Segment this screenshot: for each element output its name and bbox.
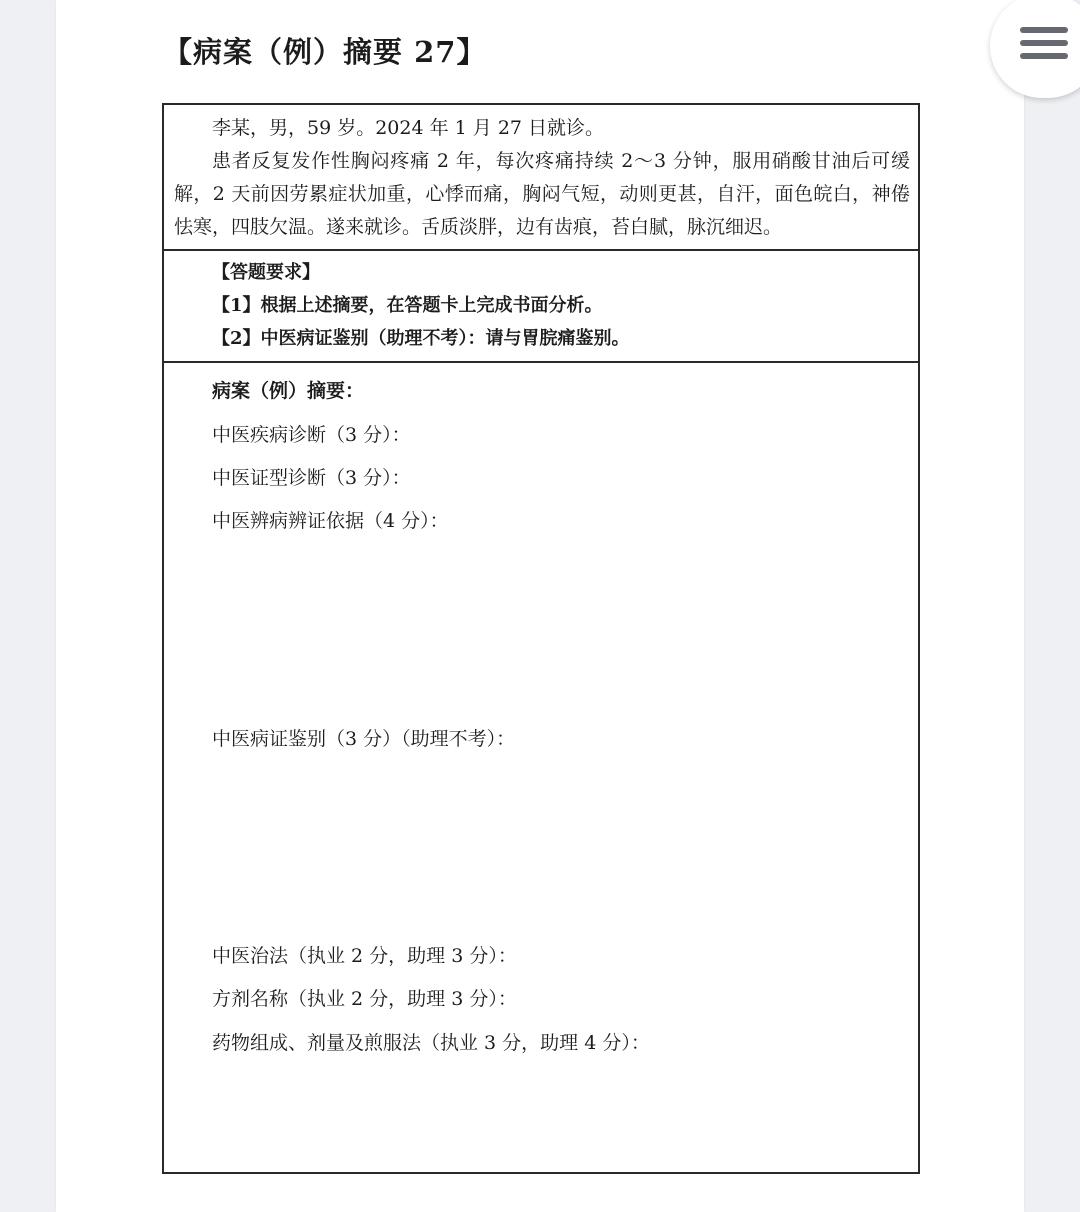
field-syndrome-diagnosis: 中医证型诊断（3 分）： [212,467,411,489]
field-differentiation: 中医病证鉴别（3 分）（助理不考）： [212,728,516,750]
answer-section [164,363,918,1172]
case-history-text: 患者反复发作性胸闷疼痛 2 年，每次疼痛持续 2～3 分钟，服用硝酸甘油后可缓解，2 天前因劳累症状加重，心悸而痛，胸闷气短，动则更甚，自汗，面色皖白，神倦怯寒，四肢欠温。遂来就诊。舌质淡胖，边有齿痕，苔白腻，脉沉细迟。 [174,150,910,238]
requirement-item-2: 【2】中医病证鉴别（助理不考）：请与胃脘痛鉴别。 [212,328,630,349]
field-disease-diagnosis: 中医疾病诊断（3 分）： [212,424,411,446]
page-title: 【病案（例）摘要 27】 [163,35,487,69]
requirement-item-1: 【1】根据上述摘要，在答题卡上完成书面分析。 [212,295,603,316]
field-diagnosis-basis: 中医辨病辨证依据（4 分）： [212,510,449,532]
field-prescription-name: 方剂名称（执业 2 分，助理 3 分）： [212,988,517,1010]
case-table [162,103,920,1174]
case-summary-section [164,105,918,251]
answer-heading: 病案（例）摘要： [212,380,365,402]
field-herb-composition: 药物组成、剂量及煎服法（执业 3 分，助理 4 分）： [212,1032,650,1054]
field-treatment-method: 中医治法（执业 2 分，助理 3 分）： [212,945,517,967]
requirements-section [164,251,918,363]
requirements-heading: 【答题要求】 [212,262,320,283]
hamburger-menu-icon [1020,27,1068,65]
patient-info-line: 李某，男，59 岁。2024 年 1 月 27 日就诊。 [212,117,605,139]
